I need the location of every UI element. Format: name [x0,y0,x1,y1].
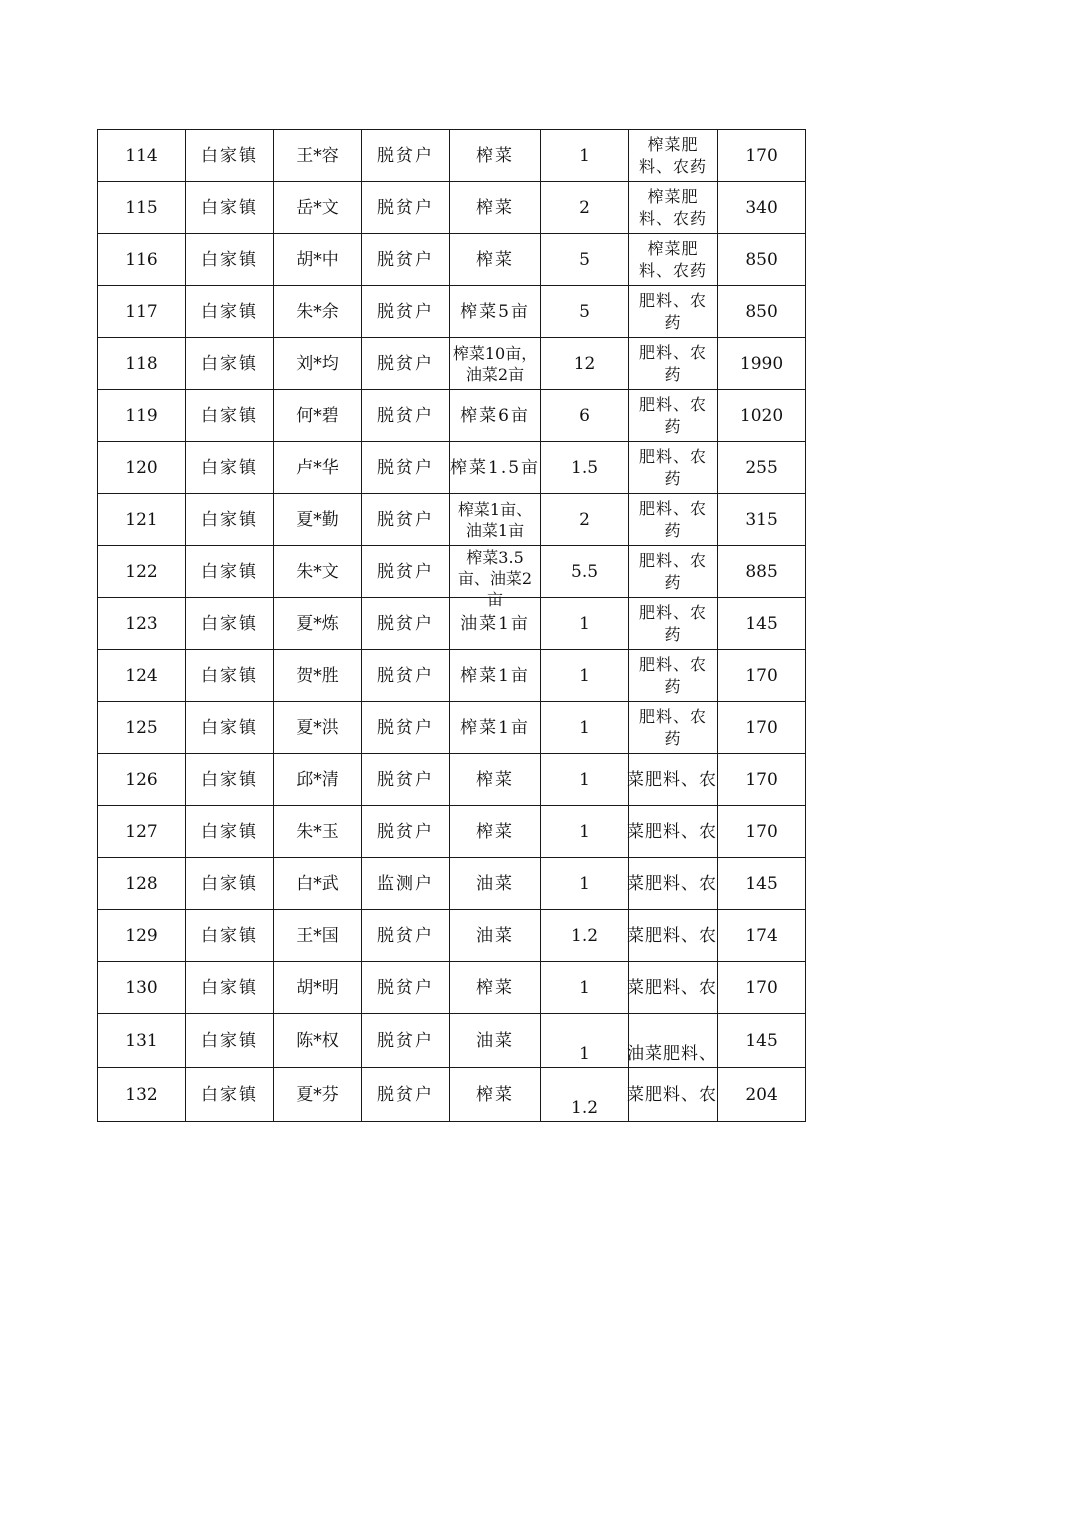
row-number-cell: 130 [98,962,186,1014]
name-cell: 陈*权 [274,1014,362,1068]
material-cell: 菜肥料、农 [629,806,718,858]
amount-cell: 1990 [718,338,806,390]
crop-cell: 榨菜 [450,754,541,806]
area-cell: 1 [541,858,629,910]
table-row [98,910,806,962]
material-cell: 肥料、农药 [629,338,718,390]
crop-cell: 榨菜 [450,182,541,234]
material-cell: 肥料、农药 [629,286,718,338]
table-row [98,1068,806,1122]
household-type-cell: 脱贫户 [362,962,450,1014]
amount-cell: 170 [718,130,806,182]
household-type-cell: 脱贫户 [362,130,450,182]
area-cell: 5.5 [541,546,629,598]
name-cell: 胡*明 [274,962,362,1014]
crop-cell: 榨菜 [450,130,541,182]
crop-cell: 榨菜10亩，油菜2亩 [450,338,541,390]
area-cell: 1 [541,130,629,182]
material-cell: 榨菜肥料、农药 [629,182,718,234]
name-cell: 夏*洪 [274,702,362,754]
row-number-cell: 128 [98,858,186,910]
row-number-cell: 117 [98,286,186,338]
crop-cell: 油菜 [450,910,541,962]
row-number-cell: 123 [98,598,186,650]
household-type-cell: 脱贫户 [362,1068,450,1122]
crop-cell: 榨菜 [450,806,541,858]
amount-cell: 170 [718,962,806,1014]
area-cell: 6 [541,390,629,442]
table-row [98,598,806,650]
amount-cell: 1020 [718,390,806,442]
subsidy-table [97,129,806,1122]
row-number-cell: 126 [98,754,186,806]
household-type-cell: 脱贫户 [362,910,450,962]
household-type-cell: 脱贫户 [362,442,450,494]
material-cell: 菜肥料、农 [629,858,718,910]
crop-cell: 榨菜1亩 [450,650,541,702]
area-cell: 2 [541,182,629,234]
area-cell: 1 [541,754,629,806]
name-cell: 白*武 [274,858,362,910]
table-row [98,286,806,338]
area-cell: 2 [541,494,629,546]
name-cell: 夏*芬 [274,1068,362,1122]
town-cell: 白家镇 [186,1068,274,1122]
material-cell: 肥料、农药 [629,650,718,702]
amount-cell: 340 [718,182,806,234]
name-cell: 夏*炼 [274,598,362,650]
name-cell: 岳*文 [274,182,362,234]
amount-cell: 170 [718,806,806,858]
table-row [98,858,806,910]
crop-cell: 油菜1亩 [450,598,541,650]
town-cell: 白家镇 [186,962,274,1014]
household-type-cell: 脱贫户 [362,754,450,806]
material-cell: 菜肥料、农 [629,962,718,1014]
town-cell: 白家镇 [186,390,274,442]
town-cell: 白家镇 [186,130,274,182]
name-cell: 夏*勤 [274,494,362,546]
amount-cell: 145 [718,858,806,910]
household-type-cell: 脱贫户 [362,702,450,754]
area-cell: 1.2 [541,910,629,962]
table-row [98,130,806,182]
row-number-cell: 116 [98,234,186,286]
town-cell: 白家镇 [186,598,274,650]
row-number-cell: 120 [98,442,186,494]
material-cell: 榨菜肥料、农药 [629,234,718,286]
material-cell: 菜肥料、农 [629,754,718,806]
town-cell: 白家镇 [186,286,274,338]
row-number-cell: 127 [98,806,186,858]
area-cell: 1 [541,702,629,754]
row-number-cell: 125 [98,702,186,754]
amount-cell: 170 [718,754,806,806]
row-number-cell: 119 [98,390,186,442]
household-type-cell: 脱贫户 [362,234,450,286]
table-row [98,962,806,1014]
crop-cell: 榨菜5亩 [450,286,541,338]
name-cell: 胡*中 [274,234,362,286]
amount-cell: 145 [718,1014,806,1068]
household-type-cell: 脱贫户 [362,1014,450,1068]
town-cell: 白家镇 [186,442,274,494]
area-cell: 1 [541,1014,629,1068]
town-cell: 白家镇 [186,650,274,702]
crop-cell: 榨菜3.5亩、油菜2亩 [450,546,541,598]
table-row [98,234,806,286]
crop-cell: 榨菜 [450,234,541,286]
amount-cell: 315 [718,494,806,546]
crop-cell: 油菜 [450,1014,541,1068]
name-cell: 朱*余 [274,286,362,338]
household-type-cell: 脱贫户 [362,390,450,442]
row-number-cell: 131 [98,1014,186,1068]
table-row [98,650,806,702]
name-cell: 卢*华 [274,442,362,494]
town-cell: 白家镇 [186,754,274,806]
amount-cell: 885 [718,546,806,598]
material-cell: 肥料、农药 [629,442,718,494]
amount-cell: 255 [718,442,806,494]
town-cell: 白家镇 [186,494,274,546]
table-row [98,182,806,234]
town-cell: 白家镇 [186,182,274,234]
area-cell: 5 [541,234,629,286]
row-number-cell: 124 [98,650,186,702]
row-number-cell: 115 [98,182,186,234]
household-type-cell: 脱贫户 [362,494,450,546]
material-cell: 肥料、农药 [629,546,718,598]
row-number-cell: 122 [98,546,186,598]
amount-cell: 170 [718,702,806,754]
amount-cell: 145 [718,598,806,650]
town-cell: 白家镇 [186,910,274,962]
area-cell: 1 [541,962,629,1014]
material-cell: 菜肥料、农 [629,1068,718,1122]
table-row [98,1014,806,1068]
area-cell: 1.2 [541,1068,629,1122]
crop-cell: 榨菜6亩 [450,390,541,442]
crop-cell: 榨菜1亩、油菜1亩 [450,494,541,546]
material-cell: 肥料、农药 [629,598,718,650]
row-number-cell: 121 [98,494,186,546]
name-cell: 邱*清 [274,754,362,806]
amount-cell: 850 [718,234,806,286]
town-cell: 白家镇 [186,858,274,910]
area-cell: 1 [541,650,629,702]
table-row [98,546,806,598]
name-cell: 王*容 [274,130,362,182]
crop-cell: 榨菜 [450,962,541,1014]
table-row [98,754,806,806]
material-cell: 榨菜肥料、农药 [629,130,718,182]
household-type-cell: 脱贫户 [362,286,450,338]
name-cell: 朱*玉 [274,806,362,858]
household-type-cell: 脱贫户 [362,650,450,702]
household-type-cell: 脱贫户 [362,598,450,650]
table-row [98,338,806,390]
area-cell: 1 [541,598,629,650]
amount-cell: 170 [718,650,806,702]
amount-cell: 850 [718,286,806,338]
table-row [98,390,806,442]
crop-cell: 榨菜1.5亩 [450,442,541,494]
row-number-cell: 114 [98,130,186,182]
table-row [98,442,806,494]
area-cell: 1 [541,806,629,858]
material-cell: 油菜肥料、 [629,1014,718,1068]
row-number-cell: 129 [98,910,186,962]
material-cell: 肥料、农药 [629,702,718,754]
household-type-cell: 监测户 [362,858,450,910]
name-cell: 朱*文 [274,546,362,598]
material-cell: 肥料、农药 [629,494,718,546]
household-type-cell: 脱贫户 [362,182,450,234]
town-cell: 白家镇 [186,234,274,286]
town-cell: 白家镇 [186,806,274,858]
material-cell: 菜肥料、农 [629,910,718,962]
amount-cell: 204 [718,1068,806,1122]
material-cell: 肥料、农药 [629,390,718,442]
town-cell: 白家镇 [186,546,274,598]
table-row [98,806,806,858]
town-cell: 白家镇 [186,702,274,754]
household-type-cell: 脱贫户 [362,338,450,390]
table-body [98,130,806,1122]
household-type-cell: 脱贫户 [362,806,450,858]
area-cell: 5 [541,286,629,338]
household-type-cell: 脱贫户 [362,546,450,598]
name-cell: 何*碧 [274,390,362,442]
name-cell: 贺*胜 [274,650,362,702]
row-number-cell: 118 [98,338,186,390]
crop-cell: 榨菜1亩 [450,702,541,754]
town-cell: 白家镇 [186,338,274,390]
row-number-cell: 132 [98,1068,186,1122]
town-cell: 白家镇 [186,1014,274,1068]
name-cell: 刘*均 [274,338,362,390]
crop-cell: 油菜 [450,858,541,910]
table-row [98,494,806,546]
crop-cell: 榨菜 [450,1068,541,1122]
amount-cell: 174 [718,910,806,962]
table-row [98,702,806,754]
area-cell: 1.5 [541,442,629,494]
name-cell: 王*国 [274,910,362,962]
area-cell: 12 [541,338,629,390]
